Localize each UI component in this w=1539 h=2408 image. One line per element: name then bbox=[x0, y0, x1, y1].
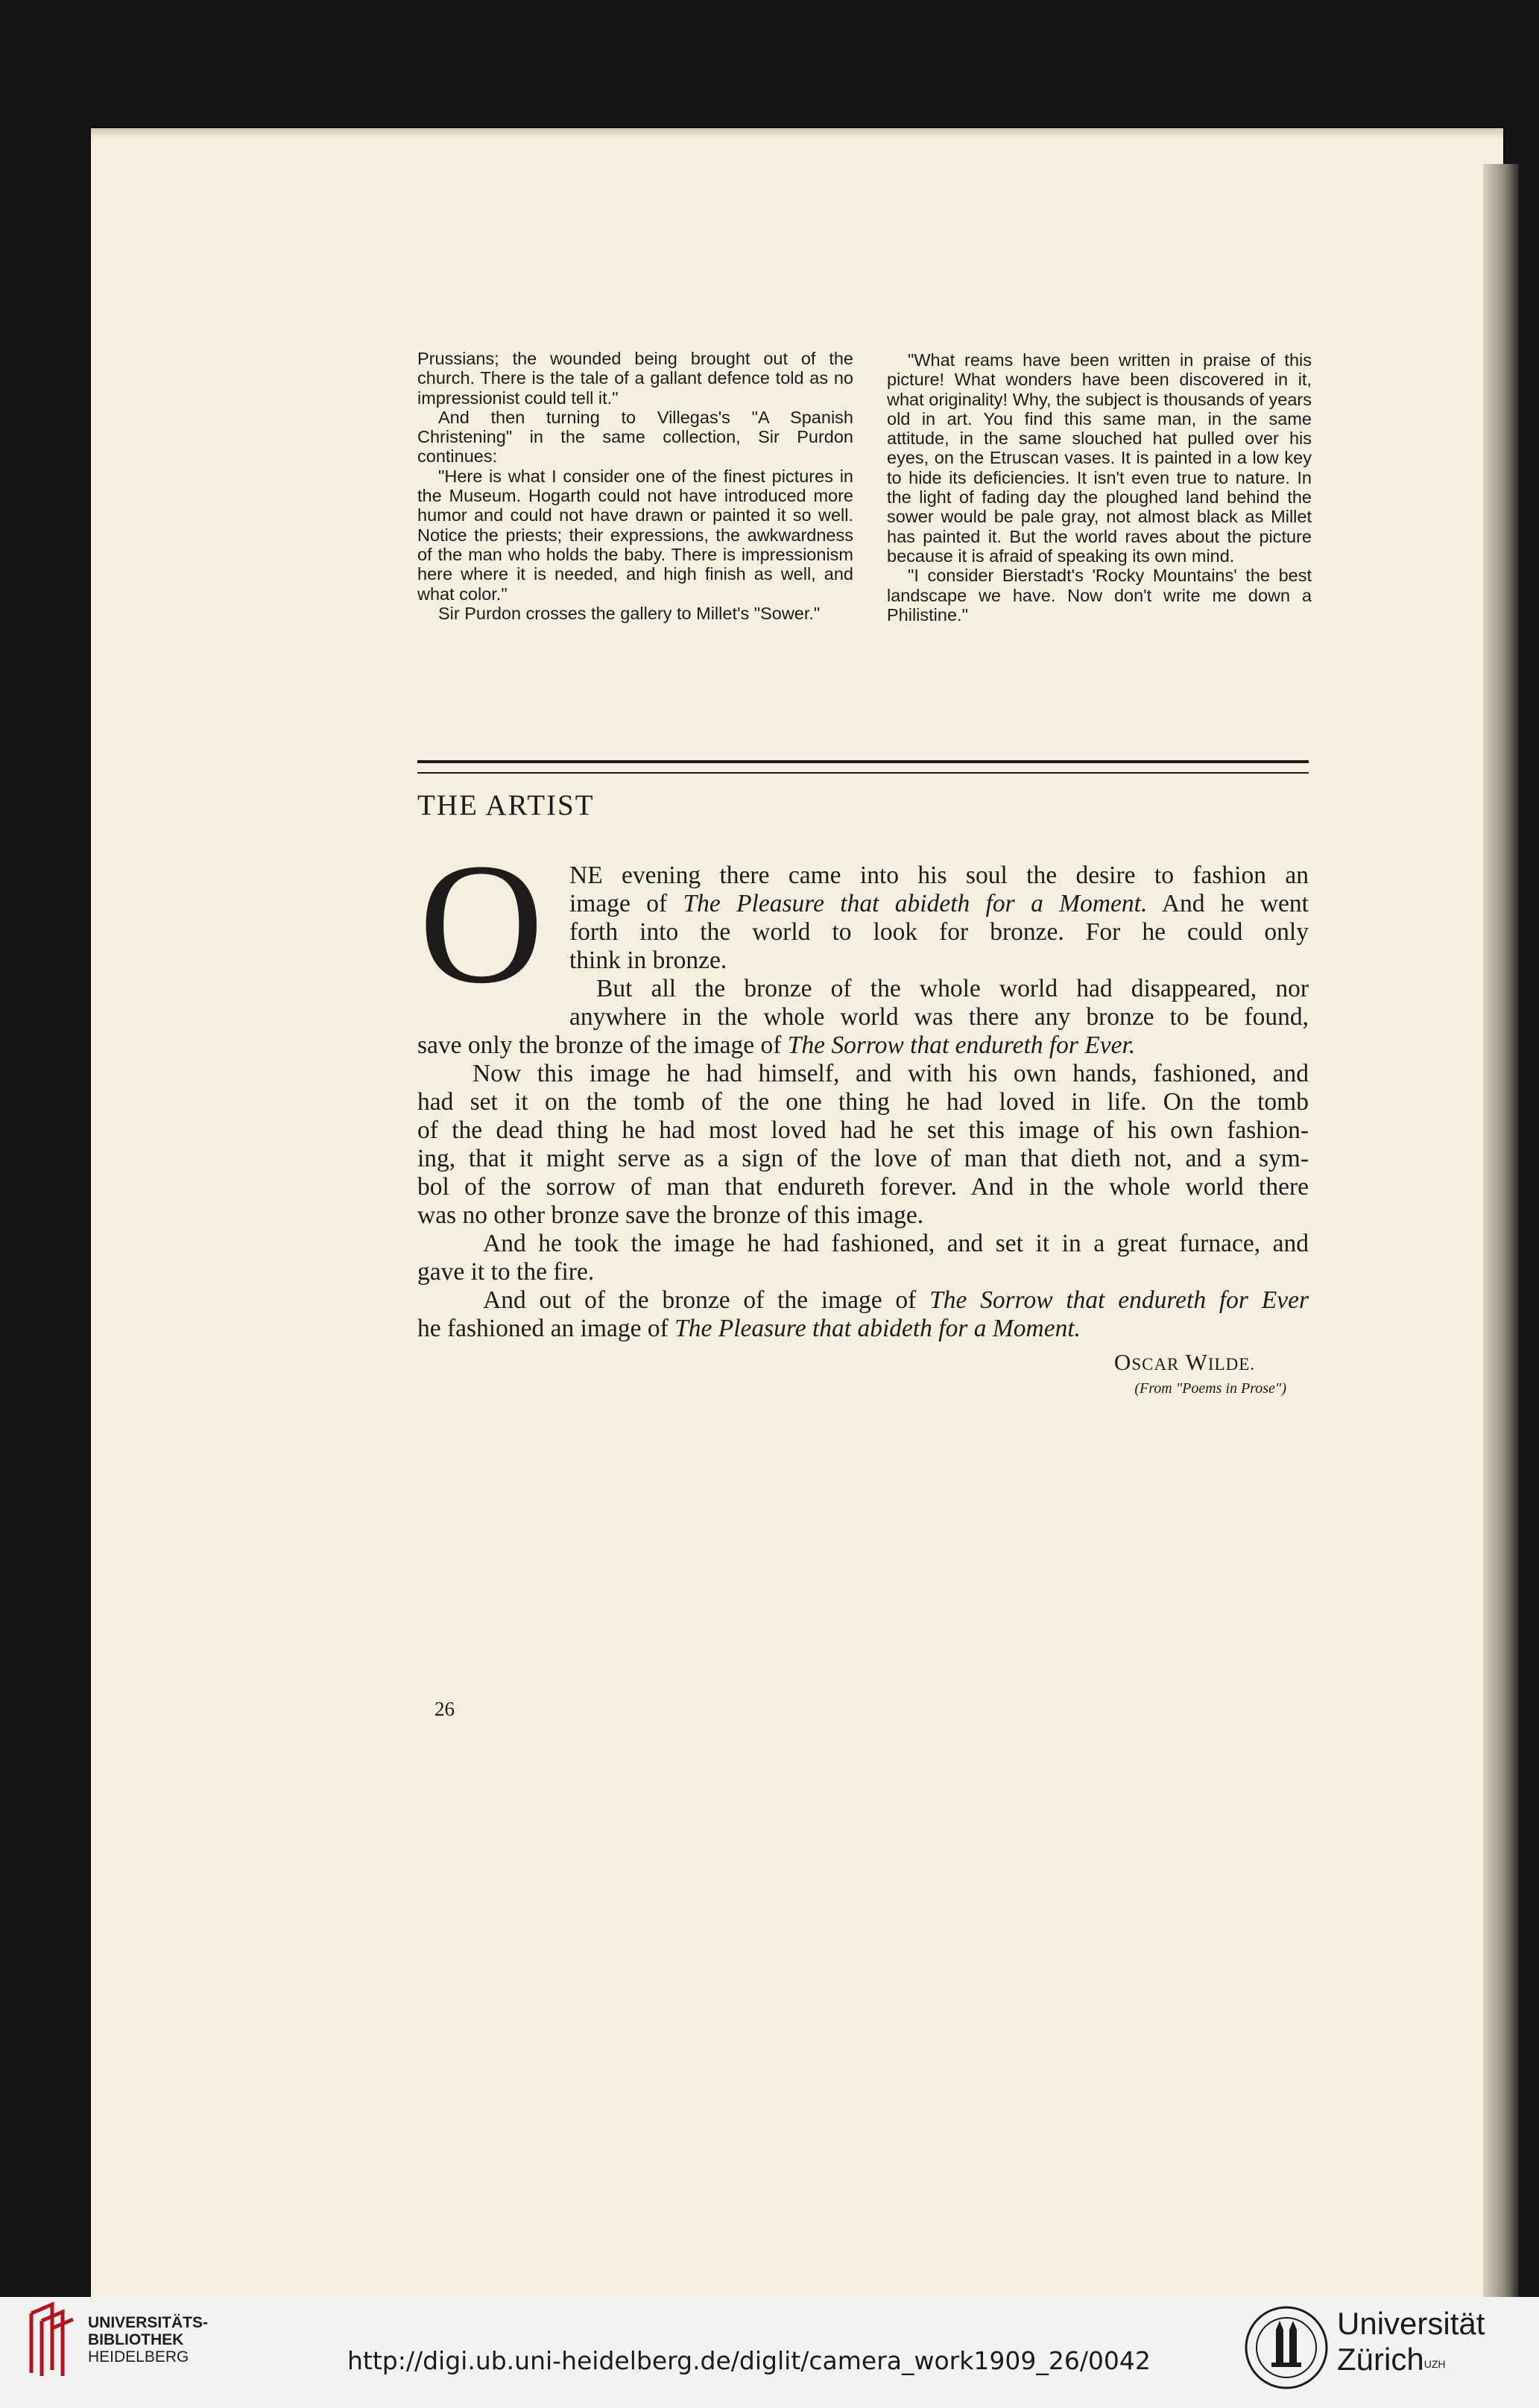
column-paragraph: "I consider Bierstadt's 'Rocky Mountains' the best landscape we have. Now don't write me down a Philistine." bbox=[887, 566, 1312, 625]
story-line: And out of the bronze of the image of The Sorrow that endureth for Ever bbox=[483, 1286, 1309, 1314]
story-line: image of The Pleasure that abideth for a Moment. And he went bbox=[569, 890, 1309, 917]
section-divider-thick bbox=[417, 760, 1309, 763]
page-edge-shadow bbox=[1483, 164, 1519, 2310]
story-line: But all the bronze of the whole world had disappeared, nor bbox=[596, 975, 1309, 1002]
story-line: And he took the image he had fashioned, and set it in a great furnace, and bbox=[483, 1230, 1309, 1257]
author-signature: OSCAR WILDE. bbox=[1113, 1349, 1255, 1375]
page-number: 26 bbox=[434, 1698, 455, 1720]
story-line: forth into the world to look for bronze. For he could only bbox=[569, 918, 1309, 946]
page-top-shadow bbox=[91, 128, 1503, 139]
story-line: of the dead thing he had most loved had he set this image of his own fashion- bbox=[417, 1116, 1309, 1144]
section-title: THE ARTIST bbox=[417, 789, 595, 821]
story-line: ing, that it might serve as a sign of the love of man that dieth not, and a sym- bbox=[417, 1145, 1309, 1172]
drop-cap: O bbox=[419, 828, 544, 1020]
story-line: anywhere in the whole world was there any bronze to be found, bbox=[569, 1003, 1309, 1031]
column-paragraph: "What reams have been written in praise of this picture! What wonders have been discovered in it, what originality! Why, the subject is thousands of years old in art. You find this same man, in the same attitude, in the same slouched hat pulled over his eyes, on the Etruscan vases. It is painted in a low key to hide its deficiencies. It isn't even true to nature. In the light of fading day the ploughed land behind the sower would be pale gray, not almost black as Millet has painted it. But the world raves about the picture because it is afraid of speaking its own mind. bbox=[887, 350, 1312, 566]
story-line: he fashioned an image of The Pleasure that abideth for a Moment. bbox=[417, 1315, 1081, 1342]
story-line: was no other bronze save the bronze of this image. bbox=[417, 1201, 924, 1229]
right-text-column bbox=[887, 350, 1312, 625]
ub-heidelberg-name: UNIVERSITÄTS- BIBLIOTHEK HEIDELBERG bbox=[88, 2314, 209, 2366]
left-text-column bbox=[417, 349, 853, 623]
source-url-link[interactable]: http://digi.ub.uni-heidelberg.de/diglit/camera_work1909_26/0042 bbox=[347, 2346, 1151, 2375]
column-paragraph: "Here is what I consider one of the finest pictures in the Museum. Hogarth could not have introduced more humor and could not have drawn or painted it so well. Notice the priests; their expressions, the awkwardness of the man who holds the baby. There is impressionism here where it is needed, and high finish as well, and what color." bbox=[417, 466, 853, 604]
column-paragraph: Prussians; the wounded being brought out of the church. There is the tale of a gallant defence told as no impressionist could tell it." bbox=[417, 349, 853, 408]
uzh-seal-icon bbox=[1243, 2304, 1330, 2391]
story-line: NE evening there came into his soul the desire to fashion an bbox=[569, 862, 1309, 889]
column-paragraph: Sir Purdon crosses the gallery to Millet's "Sower." bbox=[438, 603, 821, 623]
story-line: Now this image he had himself, and with his own hands, fashioned, and bbox=[473, 1060, 1309, 1087]
story-line: gave it to the fire. bbox=[417, 1258, 595, 1286]
uzh-name: Universität Zürich$^{UZH}$ bbox=[1337, 2306, 1485, 2377]
section-divider-thin bbox=[417, 772, 1309, 774]
column-paragraph: And then turning to Villegas's "A Spanish Christening" in the same collection, Sir Purdon continues: bbox=[417, 407, 853, 467]
story-line: had set it on the tomb of the one thing he had loved in life. On the tomb bbox=[417, 1088, 1309, 1116]
source-note: (From "Poems in Prose") bbox=[1134, 1380, 1286, 1397]
story-line: think in bronze. bbox=[569, 947, 727, 974]
story-line: bol of the sorrow of man that endureth forever. And in the whole world there bbox=[417, 1173, 1309, 1201]
story-line: save only the bronze of the image of The Sorrow that endureth for Ever. bbox=[417, 1031, 1136, 1059]
